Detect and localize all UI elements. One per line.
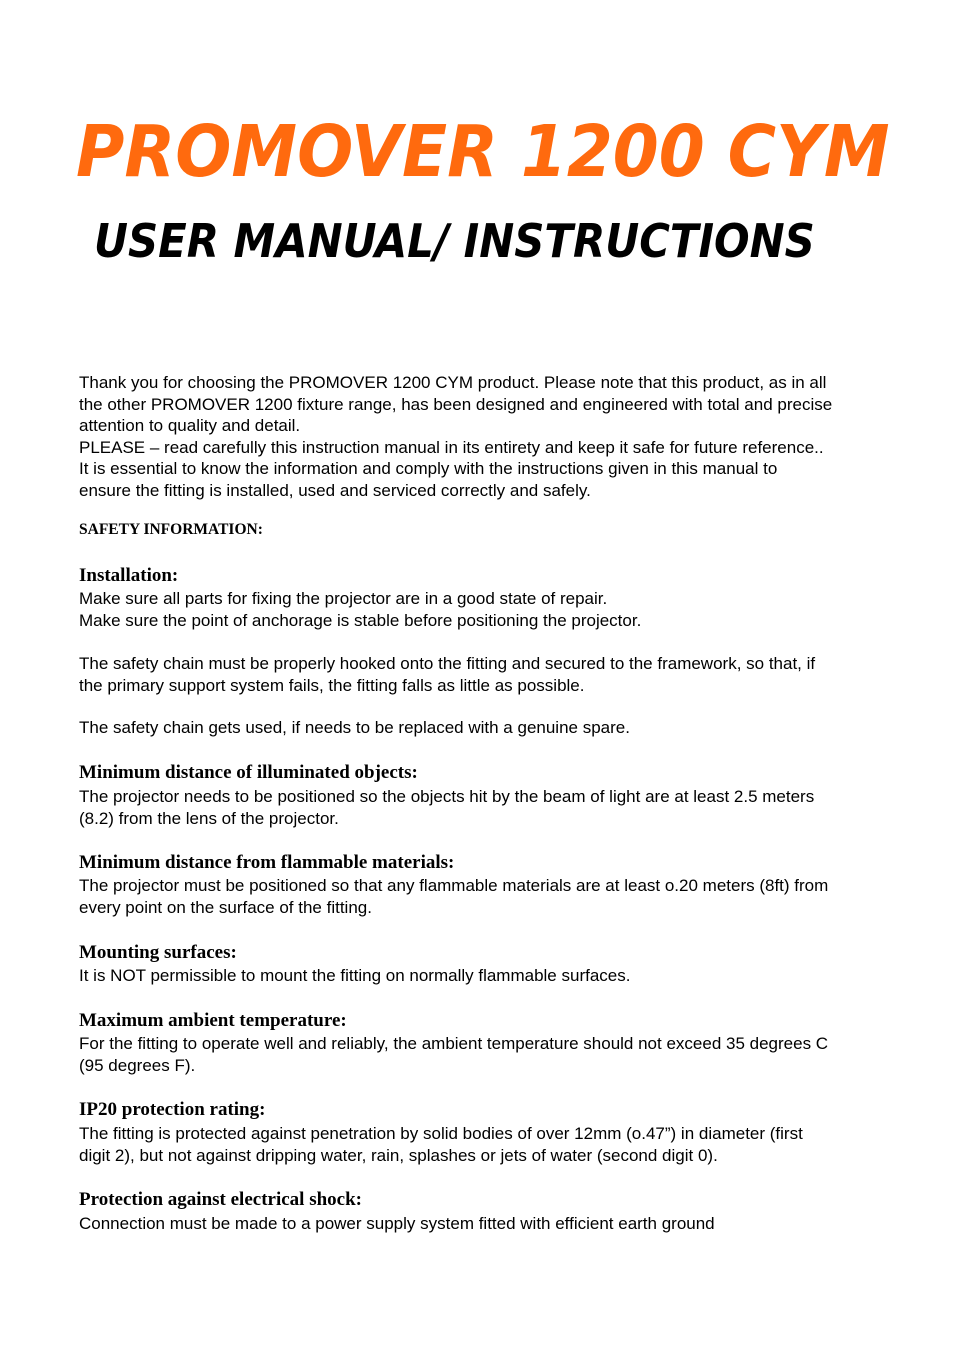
installation-paragraph-1	[79, 588, 919, 631]
ip20-paragraph	[79, 1123, 919, 1166]
body-line: The projector must be positioned so that any flammable materials are at least o.20 meters (8ft) from	[79, 876, 829, 895]
intro-line: It is essential to know the information and comply with the instructions given in this manual to	[79, 459, 778, 479]
body-line: every point on the surface of the fitting.	[79, 897, 372, 917]
intro-line: ensure the fitting is installed, used and serviced correctly and safely.	[79, 480, 591, 500]
ip20-heading: IP20 protection rating:	[79, 1099, 266, 1120]
ambient-temperature-paragraph	[79, 1033, 919, 1076]
electrical-shock-paragraph	[79, 1213, 919, 1235]
body-line: The projector needs to be positioned so the objects hit by the beam of light are at least 2.5 meters	[79, 787, 815, 806]
body-line: For the fitting to operate well and reliably, the ambient temperature should not exceed 35 degrees C	[79, 1034, 829, 1053]
document-subtitle: USER MANUAL/ INSTRUCTIONS	[94, 214, 815, 268]
min-distance-objects-heading: Minimum distance of illuminated objects:	[79, 762, 418, 783]
document-title: PROMOVER 1200 CYM	[76, 110, 890, 193]
mounting-surfaces-heading: Mounting surfaces:	[79, 942, 237, 963]
body-line: digit 2), but not against dripping water, rain, splashes or jets of water (second digit 0).	[79, 1145, 718, 1165]
body-line: It is NOT permissible to mount the fitting on normally flammable surfaces.	[79, 966, 631, 985]
body-line: The fitting is protected against penetration by solid bodies of over 12mm (o.47”) in diameter (first	[79, 1124, 803, 1143]
min-distance-flammable-paragraph	[79, 875, 919, 918]
body-line: the primary support system fails, the fitting falls as little as possible.	[79, 675, 585, 695]
mounting-surfaces-paragraph	[79, 965, 919, 987]
body-line: Connection must be made to a power supply system fitted with efficient earth ground	[79, 1214, 715, 1233]
ambient-temperature-heading: Maximum ambient temperature:	[79, 1010, 347, 1031]
body-line: Make sure the point of anchorage is stable before positioning the projector.	[79, 610, 642, 630]
safety-information-heading: SAFETY INFORMATION:	[79, 521, 263, 538]
body-line: The safety chain must be properly hooked onto the fitting and secured to the framework, so that, if	[79, 654, 816, 673]
body-line: (8.2) from the lens of the projector.	[79, 808, 339, 828]
body-line: Make sure all parts for fixing the projector are in a good state of repair.	[79, 589, 608, 608]
electrical-shock-heading: Protection against electrical shock:	[79, 1189, 362, 1210]
installation-heading: Installation:	[79, 565, 179, 586]
intro-paragraph	[79, 372, 919, 502]
intro-line: the other PROMOVER 1200 fixture range, has been designed and engineered with total and precise	[79, 394, 833, 414]
intro-line: PLEASE – read carefully this instruction manual in its entirety and keep it safe for future reference..	[79, 437, 824, 457]
intro-line: Thank you for choosing the PROMOVER 1200 CYM product. Please note that this product, as in all	[79, 373, 827, 392]
installation-paragraph-2	[79, 653, 919, 696]
body-line: (95 degrees F).	[79, 1055, 196, 1075]
body-line: The safety chain gets used, if needs to be replaced with a genuine spare.	[79, 718, 630, 737]
intro-line: attention to quality and detail.	[79, 416, 301, 436]
min-distance-flammable-heading: Minimum distance from flammable materials:	[79, 852, 455, 873]
min-distance-objects-paragraph	[79, 786, 919, 829]
installation-paragraph-3	[79, 717, 919, 739]
